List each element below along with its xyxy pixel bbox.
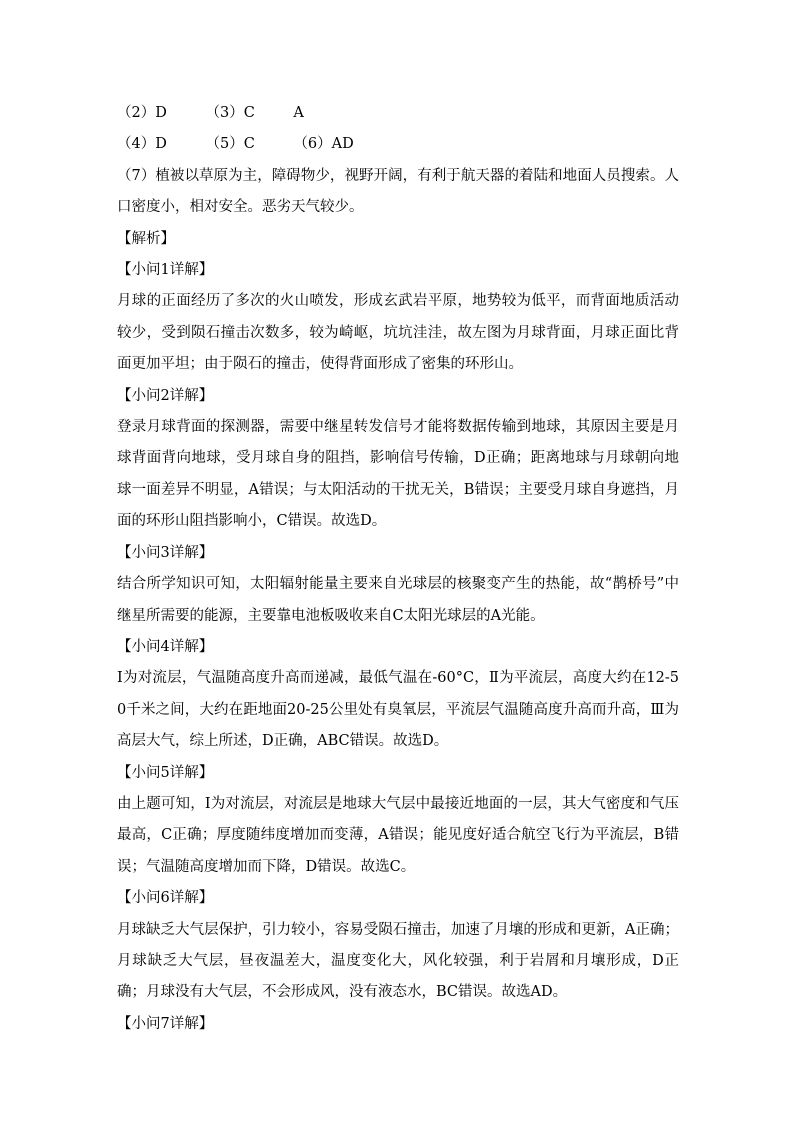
section-heading-6: 【小问6详解】 <box>117 890 214 907</box>
section-text-4: Ⅰ为对流层，气温随高度升高而递减，最低气温在-60°C，Ⅱ为平流层，高度大约在12-50千米之间，大约在距地面20-25公里处有臭氧层，平流层气温随高度升高而升高，Ⅲ为高层大气，综上所述，D正确，ABC错误。故选D。 <box>117 670 679 750</box>
section-heading-4: 【小问4详解】 <box>117 638 214 655</box>
section-text-1: 月球的正面经历了多次的火山喷发，形成玄武岩平原，地势较为低平，而背面地质活动较少，受到陨石撞击次数多，较为崎岖，坑坑洼洼，故左图为月球背面，月球正面比背面更加平坦；由于陨石的撞击，使得背面形成了密集的环形山。 <box>117 293 679 373</box>
section-text-2: 登录月球背面的探测器，需要中继星转发信号才能将数据传输到地球，其原因主要是月球背面背向地球，受月球自身的阻挡，影响信号传输，D正确；距离地球与月球朝向地球一面差异不明显，A错误；与太阳活动的干扰无关，B错误；主要受月球自身遮挡，月面的环形山阻挡影响小，C错误。故选D。 <box>117 419 679 530</box>
answer-q4: （4）D <box>117 136 167 153</box>
section-text-6: 月球缺乏大气层保护，引力较小，容易受陨石撞击，加速了月壤的形成和更新，A正确；月球缺乏大气层，昼夜温差大，温度变化大，风化较强，利于岩屑和月壤形成，D正确；月球没有大气层，不会形成风，没有液态水，BC错误。故选AD。 <box>117 921 679 1001</box>
section-heading-5: 【小问5详解】 <box>117 764 214 781</box>
answer-q5: （5）C <box>205 136 255 153</box>
answers-row-2 <box>117 129 679 160</box>
answer-content <box>117 98 679 1040</box>
analysis-heading: 【解析】 <box>117 230 175 247</box>
answer-q2: （2）D <box>117 105 167 121</box>
section-text-5: 由上题可知，Ⅰ为对流层，对流层是地球大气层中最接近地面的一层，其大气密度和气压最高，C正确；厚度随纬度增加而变薄，A错误；能见度好适合航空飞行为平流层，B错误；气温随高度增加而下降，D错误。故选C。 <box>117 795 679 875</box>
answer-q6: （6）AD <box>293 136 354 153</box>
section-heading-3: 【小问3详解】 <box>117 544 214 561</box>
section-text-3: 结合所学知识可知，太阳辐射能量主要来自光球层的核聚变产生的热能，故“鹊桥号”中继星所需要的能源，主要靠电池板吸收来自C太阳光球层的A光能。 <box>117 576 679 624</box>
answer-q7: （7）植被以草原为主，障碍物少，视野开阔，有利于航天器的着陆和地面人员搜索。人口密度小，相对安全。恶劣天气较少。 <box>117 167 679 216</box>
answer-q3: （3）C <box>205 105 255 121</box>
section-heading-1: 【小问1详解】 <box>117 262 214 279</box>
answers-row-1 <box>117 98 679 129</box>
section-heading-2: 【小问2详解】 <box>117 387 214 404</box>
answer-q3-extra: A <box>293 105 304 121</box>
section-heading-7: 【小问7详解】 <box>117 1015 214 1032</box>
